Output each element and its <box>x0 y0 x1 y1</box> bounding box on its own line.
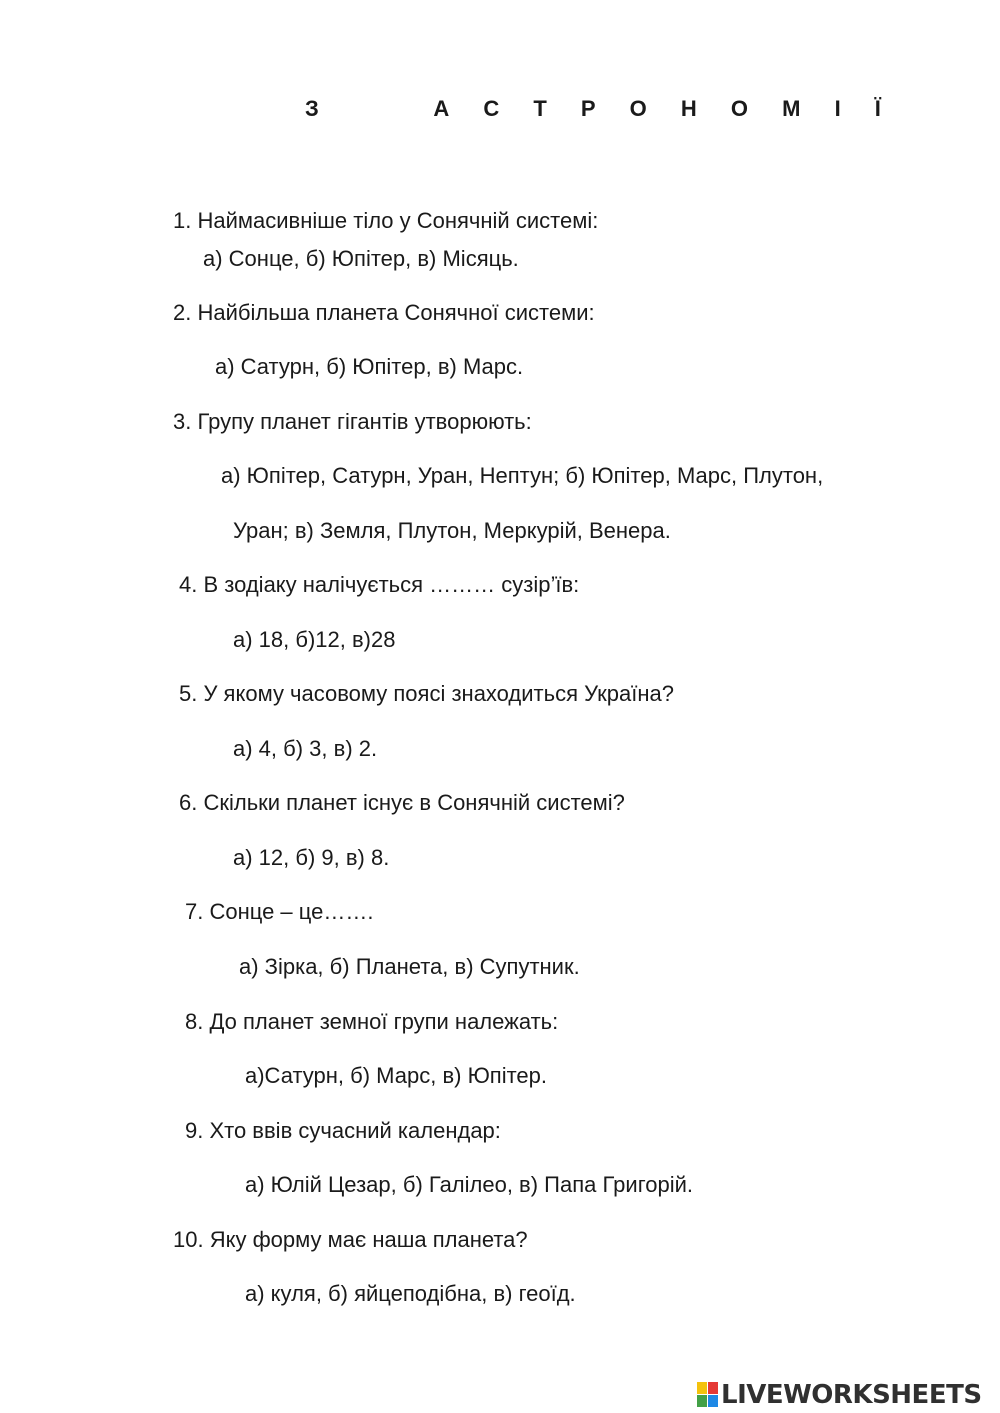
question-5: 5. У якому часовому поясі знаходиться Україна? <box>179 681 674 706</box>
question-6: 6. Скільки планет існує в Сонячній системі? <box>179 790 625 815</box>
question-3: 3. Групу планет гігантів утворюють: <box>173 409 532 434</box>
answer-7: а) Зірка, б) Планета, в) Супутник. <box>239 954 580 979</box>
question-4: 4. В зодіаку налічується ……… сузір’їв: <box>179 572 580 597</box>
question-7: 7. Сонце – це……. <box>185 899 374 924</box>
liveworksheets-logo <box>697 1380 982 1410</box>
liveworksheets-cube-icon <box>697 1382 719 1408</box>
answer-2: а) Сатурн, б) Юпітер, в) Марс. <box>215 354 524 379</box>
question-1: 1. Наймасивніше тіло у Сонячній системі: <box>173 208 599 233</box>
question-10: 10. Яку форму має наша планета? <box>173 1227 528 1252</box>
answer-5: а) 4, б) 3, в) 2. <box>233 736 378 761</box>
answer-8: а)Сатурн, б) Марс, в) Юпітер. <box>245 1063 548 1088</box>
question-2: 2. Найбільша планета Сонячної системи: <box>173 300 595 325</box>
answer-4: а) 18, б)12, в)28 <box>233 627 396 652</box>
page-title: З А С Т Р О Н О М І Ї <box>305 96 895 121</box>
logo-text: LIVEWORKSHEETS <box>721 1380 982 1410</box>
answer-3-line-1: а) Юпітер, Сатурн, Уран, Нептун; б) Юпітер, Марс, Плутон, <box>221 463 824 488</box>
answer-1: а) Сонце, б) Юпітер, в) Місяць. <box>203 246 519 271</box>
question-9: 9. Хто ввів сучасний календар: <box>185 1118 501 1143</box>
answer-9: а) Юлій Цезар, б) Галілео, в) Папа Григорій. <box>245 1172 693 1197</box>
answer-6: а) 12, б) 9, в) 8. <box>233 845 390 870</box>
question-8: 8. До планет земної групи належать: <box>185 1009 559 1034</box>
answer-3-line-2: Уран; в) Земля, Плутон, Меркурій, Венера. <box>233 518 671 543</box>
answer-10: а) куля, б) яйцеподібна, в) геоїд. <box>245 1281 576 1306</box>
